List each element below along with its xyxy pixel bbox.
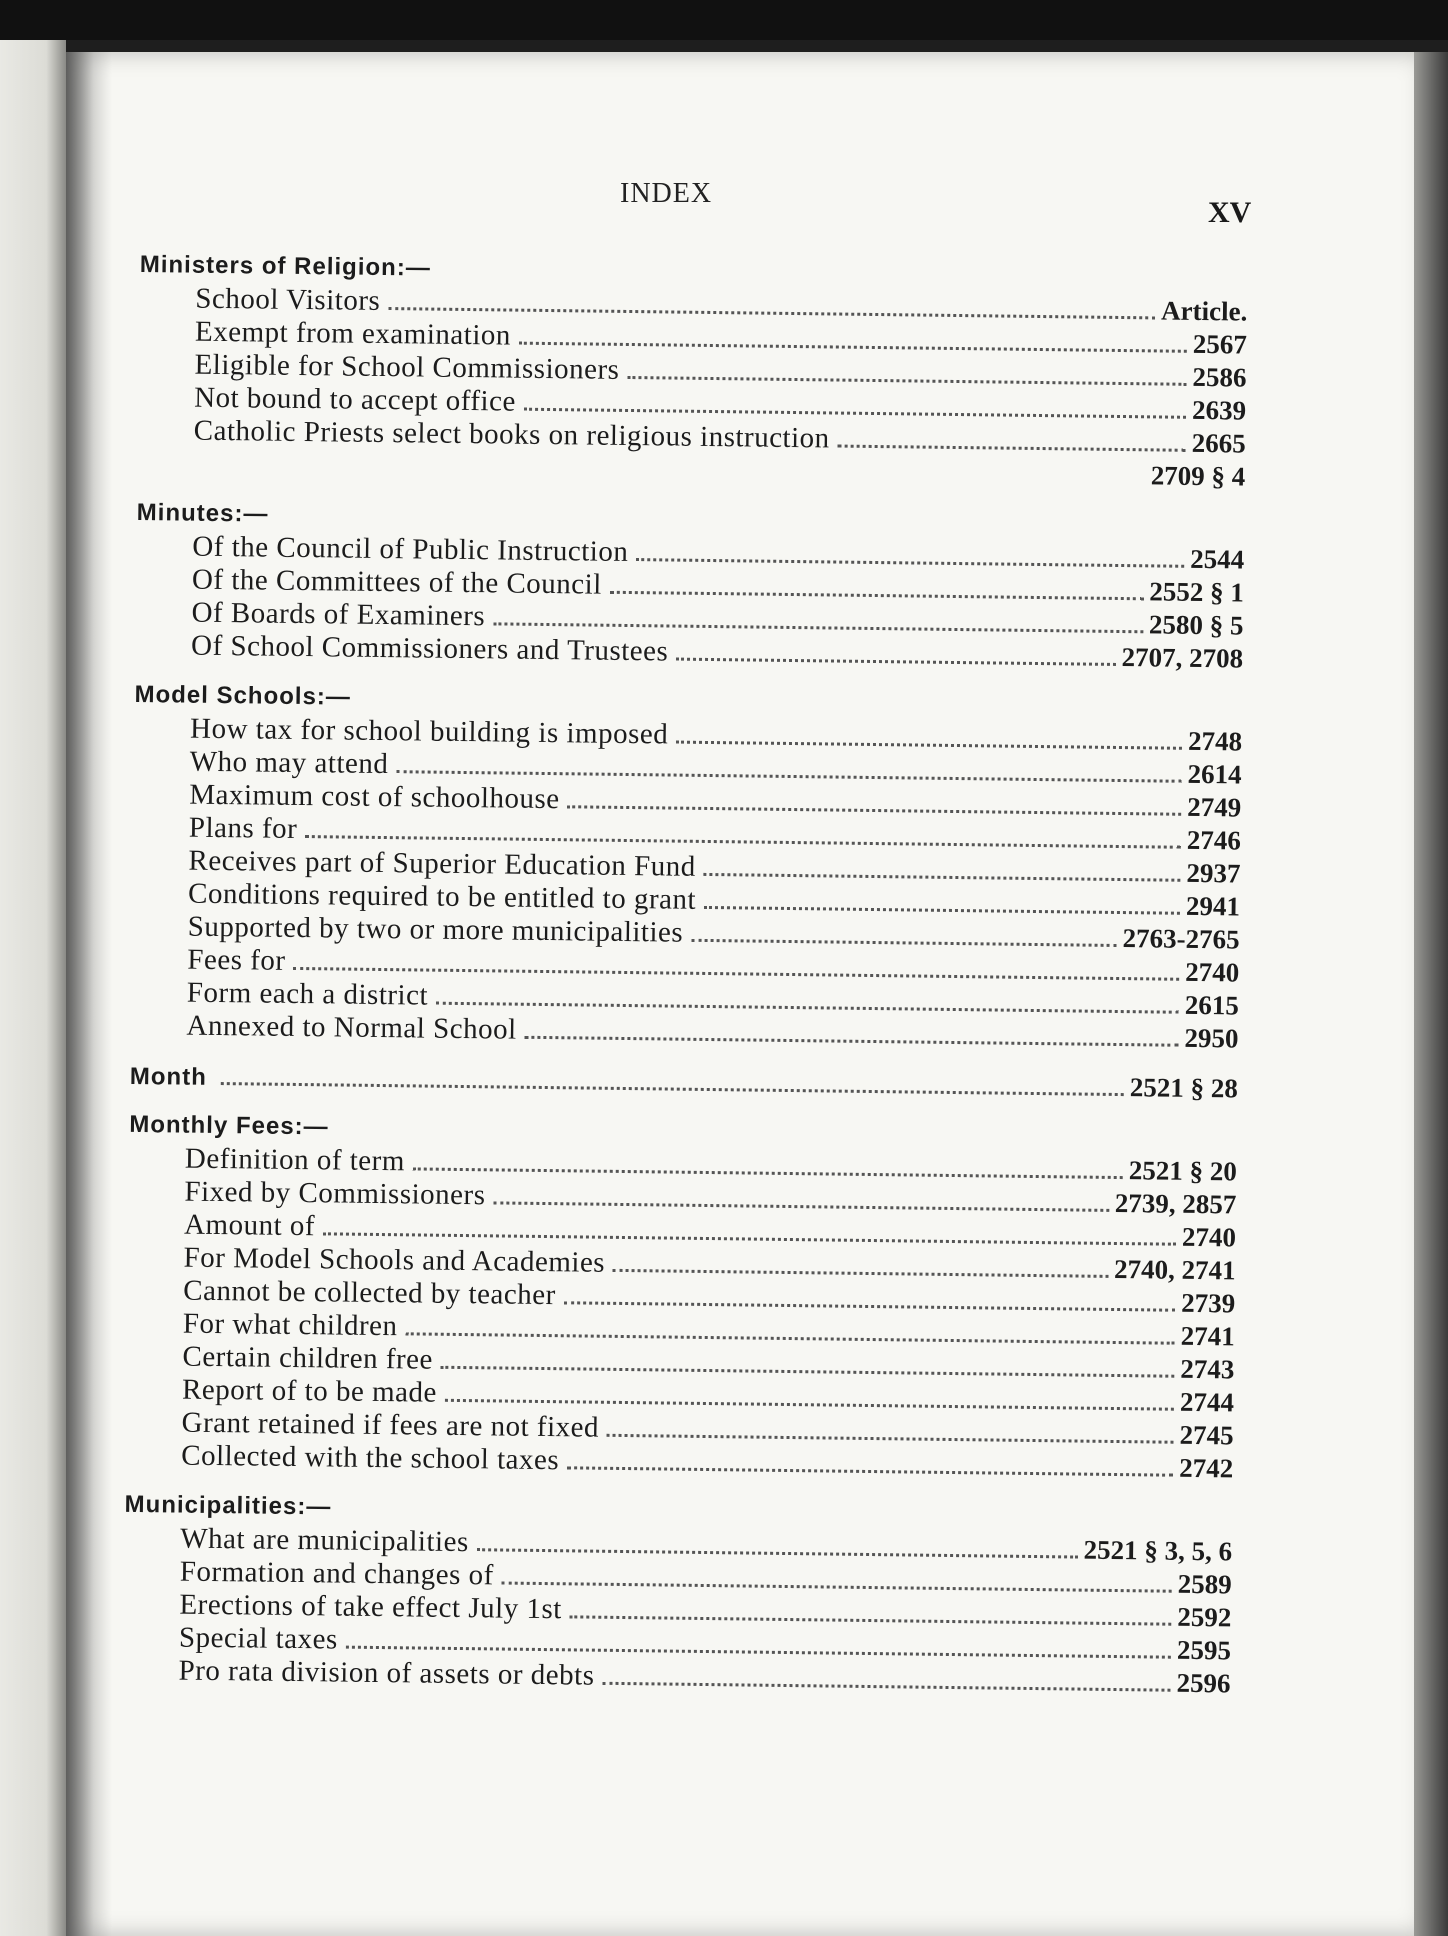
entry-label: Certain children free [182, 1340, 434, 1376]
section-heading: Monthly Fees:— [129, 1110, 329, 1141]
heading-ref: 2521 § 28 [1129, 1072, 1238, 1104]
dot-leader [519, 342, 1187, 353]
dot-leader [441, 1366, 1175, 1378]
entry-label: Who may attend [189, 745, 389, 781]
page-edge-right [1414, 52, 1448, 1936]
entry-ref: 2595 [1176, 1634, 1232, 1666]
entry-label: Erections of take effect July 1st [179, 1588, 562, 1626]
entry-label: Plans for [188, 811, 298, 845]
dot-leader [405, 1332, 1174, 1344]
entry-label: Fees for [187, 943, 286, 977]
entry-label: Special taxes [178, 1621, 338, 1656]
dot-leader [525, 1036, 1179, 1047]
dot-leader [564, 1301, 1175, 1311]
dot-leader [676, 658, 1115, 666]
entry-label: School Visitors [195, 282, 381, 317]
entry-label: Amount of [183, 1208, 316, 1243]
entry-ref: 2614 [1187, 758, 1242, 790]
entry-ref: 2567 [1192, 328, 1248, 360]
entry-ref: 2521 § 20 [1128, 1155, 1237, 1187]
entry-ref: 2592 [1177, 1601, 1232, 1633]
entry-ref: 2544 [1190, 543, 1245, 575]
dot-leader [436, 1002, 1179, 1014]
entry-label: Exempt from examination [194, 315, 512, 352]
entry-label: Pro rata division of assets or debts [178, 1654, 595, 1692]
entry-label: How tax for school building is imposed [189, 712, 669, 751]
entry-ref: 2937 [1186, 857, 1241, 889]
index-section [122, 1488, 1232, 1701]
section-heading: Model Schools:— [134, 680, 352, 711]
dot-leader [567, 1466, 1173, 1476]
entry-ref: Article. [1160, 295, 1248, 327]
entry-label: Not bound to accept office [193, 381, 517, 418]
entry-ref: 2742 [1178, 1452, 1234, 1484]
entry-label: Supported by two or more municipalities [187, 910, 684, 949]
entry-label: Eligible for School Commissioners [194, 348, 620, 386]
dot-leader [502, 1582, 1172, 1593]
entry-ref: 2739, 2857 [1114, 1187, 1237, 1220]
entry-label: Formation and changes of [179, 1555, 495, 1592]
dot-leader [396, 770, 1181, 783]
dot-leader [636, 558, 1184, 568]
entry-label: Grant retained if fees are not fixed [181, 1406, 600, 1444]
entry-label: Form each a district [186, 976, 429, 1012]
entry-ref: 2580 § 5 [1148, 609, 1244, 641]
entry-label: What are municipalities [180, 1522, 469, 1559]
entry-label: Annexed to Normal School [186, 1009, 517, 1046]
dot-leader [568, 805, 1182, 815]
entry-ref: 2589 [1177, 1568, 1232, 1600]
entry-label: Of School Commissioners and Trustees [190, 629, 669, 668]
entry-label: Report of to be made [181, 1373, 438, 1409]
entry-label: Collected with the school taxes [181, 1439, 560, 1477]
gutter-shadow [66, 52, 112, 1936]
entry-label: Fixed by Commissioners [184, 1175, 486, 1212]
dot-leader [610, 591, 1144, 601]
index-section [135, 496, 1245, 676]
entry-ref: 2941 [1185, 890, 1241, 922]
dot-leader [570, 1615, 1172, 1625]
section-heading [130, 1058, 1238, 1106]
dot-leader [493, 1201, 1108, 1212]
dot-leader [838, 445, 1186, 452]
entry-ref: 2746 [1186, 824, 1242, 856]
index-section [137, 248, 1248, 494]
index-section [130, 678, 1242, 1056]
dot-leader [607, 1434, 1174, 1444]
entry-label: Of the Committees of the Council [191, 563, 602, 601]
dot-leader [346, 1646, 1171, 1659]
dot-leader [676, 741, 1182, 750]
entry-ref: 2707, 2708 [1121, 642, 1244, 674]
entry-ref: 2639 [1191, 394, 1247, 426]
dot-leader [627, 376, 1186, 386]
dot-leader [445, 1399, 1174, 1411]
dot-leader [704, 873, 1181, 882]
entry-ref: 2743 [1180, 1353, 1235, 1385]
entry-ref: 2521 § 3, 5, 6 [1083, 1534, 1233, 1567]
entry-ref: 2596 [1176, 1667, 1231, 1699]
entry-label: For what children [182, 1307, 398, 1343]
entry-label: Maximum cost of schoolhouse [189, 778, 560, 816]
index-section [125, 1108, 1237, 1486]
entry-label: Receives part of Superior Education Fund [188, 844, 696, 883]
index-section [130, 1058, 1238, 1106]
dot-leader [524, 408, 1186, 419]
facing-page-edge [0, 40, 66, 1936]
page-number: XV [1208, 196, 1252, 229]
entry-ref: 2950 [1184, 1022, 1239, 1054]
entry-label: Cannot be collected by teacher [183, 1274, 556, 1312]
entry-ref: 2739 [1181, 1287, 1236, 1319]
entry-label: For Model Schools and Academies [183, 1241, 606, 1279]
dot-leader [388, 307, 1155, 319]
dot-leader [704, 906, 1180, 915]
entry-ref: 2748 [1187, 725, 1243, 757]
dot-leader [477, 1548, 1078, 1558]
dot-leader [323, 1232, 1176, 1245]
entry-ref: 2740 [1185, 956, 1240, 988]
entry-ref: 2740, 2741 [1113, 1253, 1236, 1286]
entry-ref: 2740 [1181, 1221, 1237, 1253]
heading-label: Month [129, 1062, 208, 1091]
section-heading: Municipalities:— [124, 1490, 332, 1521]
dot-leader [691, 939, 1116, 947]
scan-border-top [0, 0, 1448, 40]
entry-label: Of the Council of Public Instruction [192, 530, 629, 568]
entry-ref: 2552 § 1 [1149, 576, 1245, 608]
entry-ref-continued: 2709 § 4 [1150, 460, 1246, 492]
entry-label: Of Boards of Examiners [191, 596, 486, 633]
dot-leader [413, 1167, 1123, 1179]
entry-ref: 2586 [1192, 361, 1247, 393]
entry-ref: 2665 [1191, 427, 1246, 459]
entry-ref: 2745 [1179, 1419, 1234, 1451]
entry-label: Definition of term [184, 1142, 406, 1178]
index-content [122, 248, 1248, 1716]
entry-ref: 2763-2765 [1122, 923, 1240, 955]
dot-leader [602, 1682, 1170, 1692]
entry-label: Catholic Priests select books on religious instruction [193, 414, 830, 455]
dot-leader [493, 622, 1143, 633]
entry-ref: 2744 [1179, 1386, 1235, 1418]
dot-leader [613, 1269, 1108, 1278]
running-head: INDEX [620, 178, 713, 209]
entry-ref: 2615 [1184, 989, 1240, 1021]
dot-leader [221, 1082, 1124, 1096]
section-heading: Minutes:— [136, 498, 269, 528]
entry-label: Conditions required to be entitled to grant [187, 877, 697, 916]
entry-ref: 2741 [1180, 1320, 1235, 1352]
section-heading: Ministers of Religion:— [139, 250, 431, 282]
entry-ref: 2749 [1187, 791, 1242, 823]
